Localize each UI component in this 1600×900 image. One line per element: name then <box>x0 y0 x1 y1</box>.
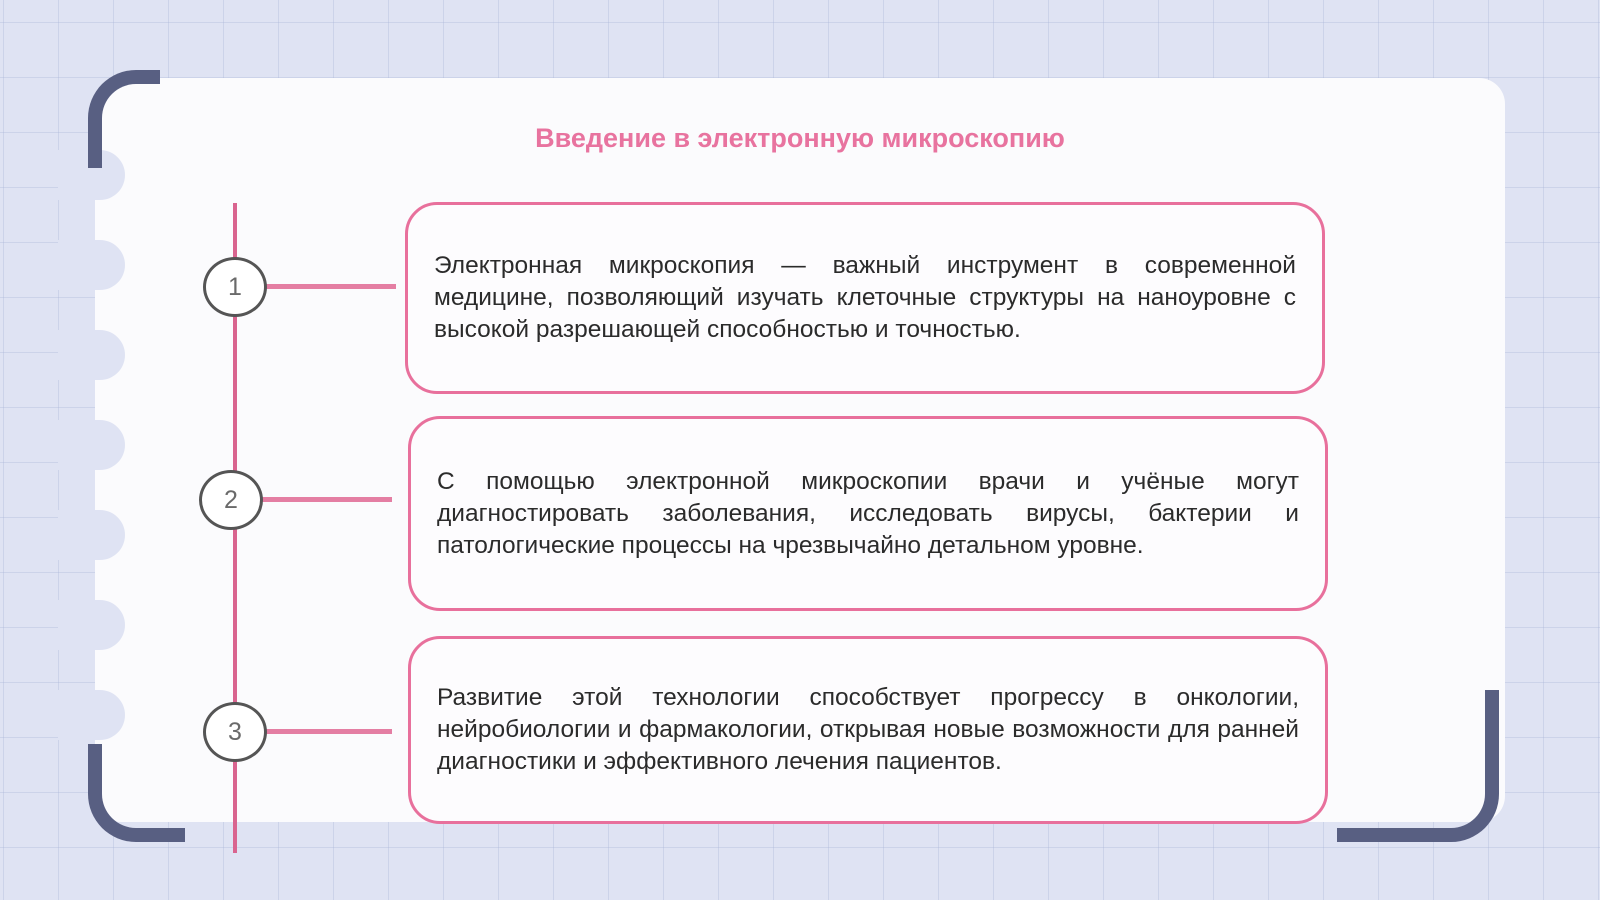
timeline-connector <box>266 284 396 289</box>
step-number-badge: 1 <box>203 257 267 317</box>
notebook-tab <box>58 510 125 560</box>
step-text: Развитие этой технологии способствует прогрессу в онкологии, нейробиологии и фармакологии, открывая новые возможности для ранней диагностики и эффективного лечения пациентов. <box>437 684 1299 775</box>
slide-title: Введение в электронную микроскопию <box>535 123 1065 153</box>
frame-corner-bottom-left <box>88 744 185 842</box>
step-card <box>408 636 1328 824</box>
frame-corner-bottom-right <box>1337 690 1499 842</box>
notebook-tab <box>58 600 125 650</box>
step-number-badge: 2 <box>199 470 263 530</box>
notebook-tab <box>58 240 125 290</box>
step-text: Электронная микроскопия — важный инструмент в современной медицине, позволяющий изучать клеточные структуры на наноуровне с высокой разрешающей способностью и точностью. <box>434 252 1296 343</box>
step-number-badge: 3 <box>203 702 267 762</box>
step-text: С помощью электронной микроскопии врачи и учёные могут диагностировать заболевания, исследовать вирусы, бактерии и патологические процессы на чрезвычайно детальном уровне. <box>437 467 1299 559</box>
timeline-connector <box>266 729 392 734</box>
frame-corner-top-left <box>88 70 160 168</box>
notebook-tab <box>58 420 125 470</box>
timeline-connector <box>262 497 392 502</box>
notebook-tab <box>58 690 125 740</box>
step-card <box>408 416 1328 611</box>
step-card <box>405 202 1325 394</box>
notebook-tab <box>58 330 125 380</box>
